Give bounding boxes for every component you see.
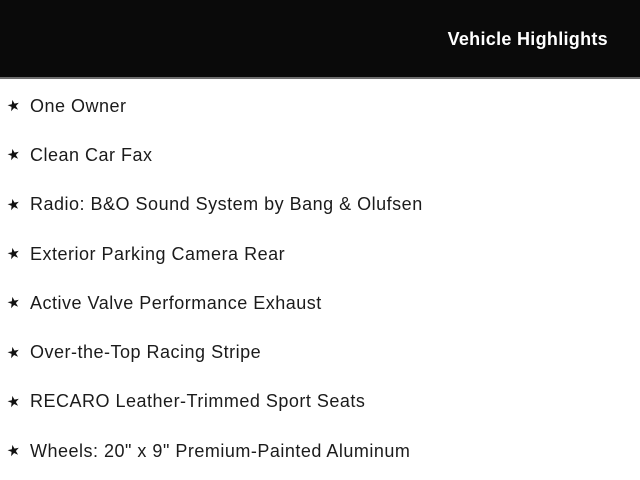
highlight-label: Clean Car Fax: [30, 144, 153, 165]
list-item: [0, 327, 640, 376]
list-item: [0, 426, 640, 475]
highlights-header: [0, 0, 640, 79]
list-item: [0, 130, 640, 179]
highlight-label: Radio: B&O Sound System by Bang & Olufsen: [30, 194, 423, 215]
highlight-label: Wheels: 20" x 9" Premium-Painted Aluminum: [30, 440, 411, 461]
highlight-label: Exterior Parking Camera Rear: [30, 243, 286, 264]
page-title: Vehicle Highlights: [447, 28, 608, 49]
list-item: [0, 81, 640, 130]
list-item: [0, 180, 640, 229]
star-icon: ★: [5, 96, 23, 116]
star-icon: ★: [5, 244, 23, 264]
highlight-label: RECARO Leather-Trimmed Sport Seats: [30, 391, 366, 412]
star-icon: ★: [5, 293, 23, 314]
list-item: [0, 229, 640, 278]
star-icon: ★: [5, 194, 23, 215]
star-icon: ★: [5, 392, 23, 412]
star-icon: ★: [5, 441, 23, 461]
highlight-label: One Owner: [30, 95, 127, 116]
list-item: [0, 278, 640, 327]
highlight-label: Over-the-Top Racing Stripe: [30, 342, 262, 363]
vehicle-highlights-list: [0, 81, 640, 475]
star-icon: ★: [5, 342, 23, 363]
list-item: [0, 377, 640, 426]
star-icon: ★: [5, 145, 23, 166]
highlight-label: Active Valve Performance Exhaust: [30, 292, 322, 313]
